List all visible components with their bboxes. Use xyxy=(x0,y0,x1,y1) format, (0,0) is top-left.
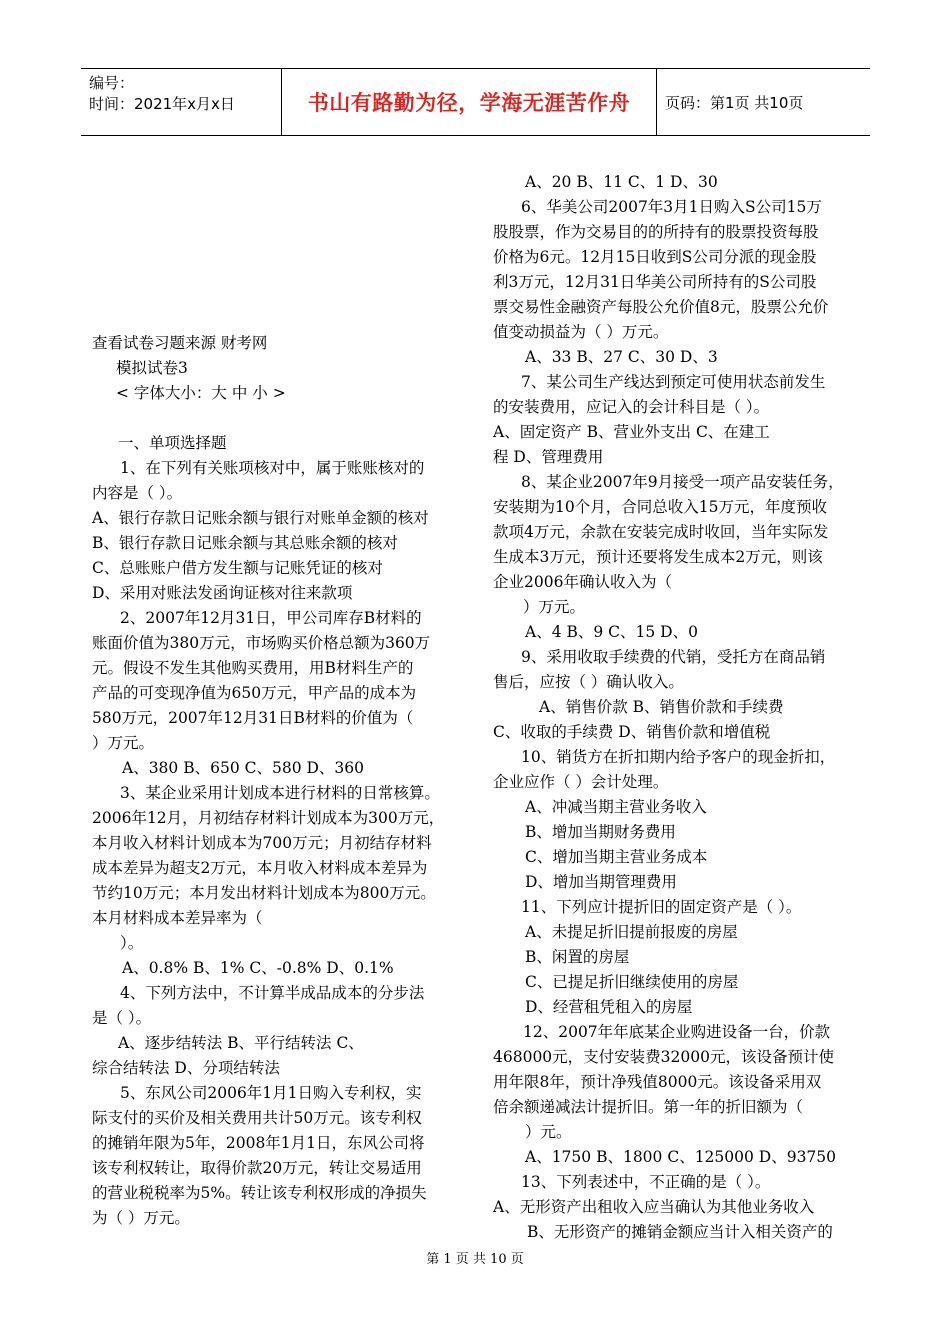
left-column-line: A、380 B、650 C、580 D、360 xyxy=(122,759,364,777)
right-column-line: C、已提足折旧继续使用的房屋 xyxy=(525,973,739,991)
left-column-line: 的营业税税率为5%。转让该专利权形成的净损失 xyxy=(92,1184,427,1202)
left-column-line: < 字体大小：大 中 小 > xyxy=(116,384,286,402)
right-column-line: A、未提足折旧提前报废的房屋 xyxy=(525,923,738,941)
right-column-line: 468000元，支付安装费32000元，该设备预计使 xyxy=(493,1048,834,1066)
left-column-line: 际支付的买价及相关费用共计50万元。该专利权 xyxy=(92,1109,422,1127)
left-column-line: 1、在下列有关账项核对中，属于账账核对的 xyxy=(120,459,425,477)
left-column-line: A、0.8% B、1% C、-0.8% D、0.1% xyxy=(122,959,394,977)
right-column-line: 生成本3万元，预计还要将发生成本2万元，则该 xyxy=(493,548,823,566)
left-column-line: 成本差异为超支2万元，本月收入材料成本差异为 xyxy=(92,859,428,877)
left-column-line: C、总账账户借方发生额与记账凭证的核对 xyxy=(92,559,383,577)
right-column-line: 8、某企业2007年9月接受一项产品安装任务， xyxy=(521,473,844,491)
left-column-line: A、银行存款日记账余额与银行对账单金额的核对 xyxy=(92,509,429,527)
left-column-line: ）。 xyxy=(120,934,144,952)
left-column-line: 元。假设不发生其他购买费用，用B材料生产的 xyxy=(92,659,414,677)
right-column-line: D、经营租凭租入的房屋 xyxy=(525,998,693,1016)
left-column-line: 2、2007年12月31日，甲公司库存B材料的 xyxy=(120,609,422,627)
right-column-line: 的安装费用，应记入的会计科目是（ ）。 xyxy=(493,398,770,416)
left-column-line: D、采用对账法发函询证核对往来款项 xyxy=(92,584,353,602)
right-column-line: D、增加当期管理费用 xyxy=(525,873,677,891)
right-column-line: A、20 B、11 C、1 D、30 xyxy=(525,173,718,191)
page-footer: 第 1 页 共 10 页 xyxy=(426,1252,524,1267)
left-column-line: 5、东风公司2006年1月1日购入专利权，实 xyxy=(120,1084,422,1102)
left-column-line: 的摊销年限为5年，2008年1月1日，东风公司将 xyxy=(92,1134,425,1152)
left-column-line: 节约10万元；本月发出材料计划成本为800万元。 xyxy=(92,884,436,902)
left-column-line: ）万元。 xyxy=(92,734,155,752)
right-column-line: ）万元。 xyxy=(523,598,586,616)
left-column-line: 是（ ）。 xyxy=(92,1009,152,1027)
left-column-line: 为（ ）万元。 xyxy=(92,1209,190,1227)
left-column-line: 综合结转法 D、分项结转法 xyxy=(92,1059,280,1077)
left-column-line: 一、单项选择题 xyxy=(118,434,227,452)
left-column-line: 2006年12月，月初结存材料计划成本为300万元， xyxy=(92,809,445,827)
right-column-line: 企业应作（ ）会计处理。 xyxy=(493,773,669,791)
right-column-line: 9、采用收取手续费的代销，受托方在商品销 xyxy=(521,648,826,666)
right-column-line: 7、某公司生产线达到预定可使用状态前发生 xyxy=(521,373,826,391)
right-column-line: 企业2006年确认收入为（ xyxy=(493,573,672,591)
right-column-line: 值变动损益为（ ）万元。 xyxy=(493,323,669,341)
left-column-line: 580万元，2007年12月31日B材料的价值为（ xyxy=(92,709,414,727)
right-column-line: A、无形资产出租收入应当确认为其他业务收入 xyxy=(493,1198,815,1216)
right-column-line: A、冲减当期主营业务收入 xyxy=(525,798,707,816)
left-column-line: 4、下列方法中，不计算半成品成本的分步法 xyxy=(120,984,425,1002)
right-column-line: 倍余额递减法计提折旧。第一年的折旧额为（ xyxy=(493,1098,804,1116)
page-number-label: 页码：第1页 共10页 xyxy=(665,93,804,112)
header-info-cell xyxy=(81,69,282,135)
page-number-cell xyxy=(657,69,870,135)
right-column-line: ）元。 xyxy=(525,1123,572,1141)
motto-text: 书山有路勤为径，学海无涯苦作舟 xyxy=(307,91,631,115)
right-column-line: 10、销货方在折扣期内给予客户的现金折扣， xyxy=(521,748,836,766)
right-column-line: 款项4万元，余款在安装完成时收回，当年实际发 xyxy=(493,523,829,541)
right-column-line: 价格为6元。12月15日收到S公司分派的现金股 xyxy=(493,248,817,266)
motto-cell xyxy=(282,69,657,135)
right-column-line: C、增加当期主营业务成本 xyxy=(525,848,708,866)
right-column-line: 用年限8年，预计净残值8000元。该设备采用双 xyxy=(493,1073,822,1091)
left-column-line: 产品的可变现净值为650万元，甲产品的成本为 xyxy=(92,684,417,702)
left-column-line: 查看试卷习题来源 财考网 xyxy=(92,334,268,352)
right-column-line: 票交易性金融资产每股公允价值8元，股票公允价 xyxy=(493,298,829,316)
right-column-line: A、4 B、9 C、15 D、0 xyxy=(525,623,698,641)
left-column-line: 本月收入材料计划成本为700万元；月初结存材料 xyxy=(92,834,432,852)
right-column-line: B、增加当期财务费用 xyxy=(525,823,676,841)
left-column-line: 本月材料成本差异率为（ xyxy=(92,909,263,927)
right-column-line: A、销售价款 B、销售价款和手续费 xyxy=(539,698,784,716)
left-column-line: 内容是（ ）。 xyxy=(92,484,183,502)
right-column-line: 6、华美公司2007年3月1日购入S公司15万 xyxy=(521,198,822,216)
left-column-line: A、逐步结转法 B、平行结转法 C、 xyxy=(118,1034,364,1052)
left-column-line: B、银行存款日记账余额与其总账余额的核对 xyxy=(92,534,398,552)
right-column-line: 12、2007年年底某企业购进设备一台，价款 xyxy=(523,1023,831,1041)
right-column-line: 售后，应按（ ）确认收入。 xyxy=(493,673,684,691)
right-column-line: 11、下列应计提折旧的固定资产是（ ）。 xyxy=(521,898,802,916)
number-label: 编号： xyxy=(89,74,135,92)
right-column-line: A、33 B、27 C、30 D、3 xyxy=(525,348,718,366)
date-label: 时间：2021年x月x日 xyxy=(89,95,235,113)
right-column-line: 13、下列表述中，不正确的是（ ）。 xyxy=(521,1173,771,1191)
left-column-line: 账面价值为380万元，市场购买价格总额为360万 xyxy=(92,634,431,652)
right-column-line: A、固定资产 B、营业外支出 C、在建工 xyxy=(493,423,770,441)
right-column-line: 程 D、管理费用 xyxy=(493,448,604,466)
page-header xyxy=(81,68,870,136)
left-column-line: 3、某企业采用计划成本进行材料的日常核算。 xyxy=(120,784,440,802)
right-column-line: B、闲置的房屋 xyxy=(525,948,630,966)
right-column-line: B、无形资产的摊销金额应当计入相关资产的 xyxy=(527,1223,833,1241)
right-column-line: 利3万元，12月31日华美公司所持有的S公司股 xyxy=(493,273,817,291)
right-column-line: C、收取的手续费 D、销售价款和增值税 xyxy=(493,723,771,741)
right-column-line: 股股票，作为交易目的的所持有的股票投资每股 xyxy=(493,223,819,241)
right-column-line: A、1750 B、1800 C、125000 D、93750 xyxy=(525,1148,837,1166)
left-column-line: 该专利权转让，取得价款20万元，转让交易适用 xyxy=(92,1159,422,1177)
left-column-line: 模拟试卷3 xyxy=(116,359,188,377)
right-column-line: 安装期为10个月，合同总收入15万元，年度预收 xyxy=(493,498,827,516)
